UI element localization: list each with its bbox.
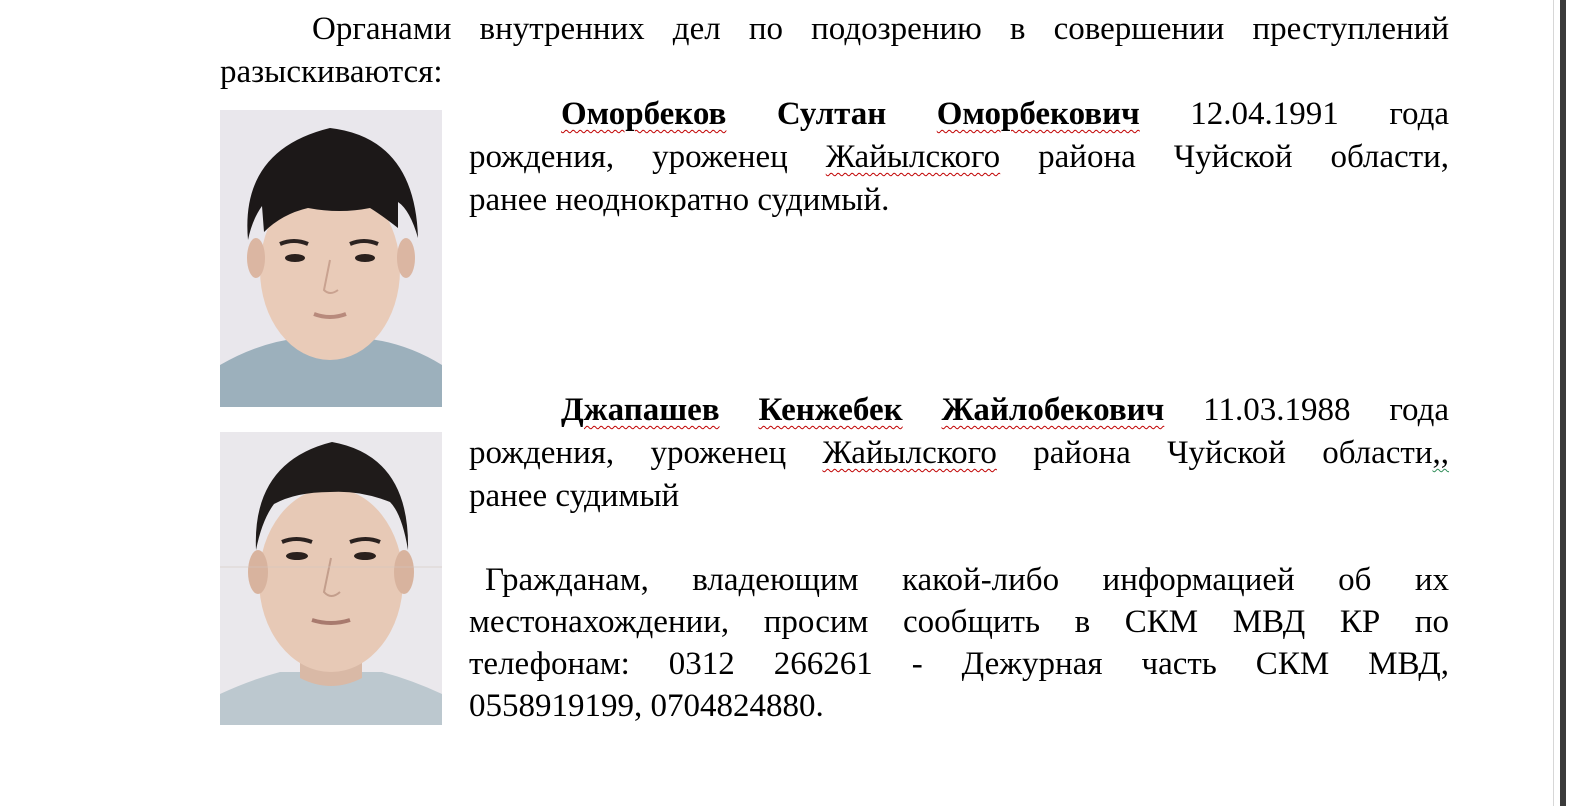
suspect-1-region: Жайылского <box>825 139 1001 175</box>
suspect-1-year-word: года <box>1389 96 1450 132</box>
suspect-2-double-comma: ,, <box>1432 435 1450 471</box>
appeal-line-1: Гражданам, владеющим какой-либо информацией об их <box>485 562 1449 598</box>
suspect-2-region: Жайылского <box>822 435 997 471</box>
suspect-1-record: ранее неоднократно судимый. <box>469 182 890 218</box>
suspect-1-origin-line: рождения, уроженец Жайылского района Чуйской области, <box>469 139 1450 175</box>
window-scroll-edge <box>1560 0 1566 806</box>
intro-line-1: Органами внутренних дел по подозрению в совершении преступлений <box>312 11 1449 47</box>
suspect-2-photo <box>220 432 442 725</box>
appeal-line-3: телефонам: 0312 266261 - Дежурная часть СКМ МВД, <box>469 646 1449 682</box>
suspect-2-birth-date: 11.03.1988 <box>1203 392 1351 428</box>
suspect-2-record: ранее судимый <box>469 478 680 514</box>
suspect-2-patronymic: Жайлобекович <box>941 392 1165 428</box>
page-edge-shadow <box>1553 0 1554 806</box>
suspect-1-photo <box>220 110 442 407</box>
suspect-1-first-name: Султан <box>776 96 887 132</box>
suspect-1-birth-date: 12.04.1991 <box>1190 96 1339 132</box>
suspect-1-name-line <box>469 93 1449 135</box>
appeal-line-2: местонахождении, просим сообщить в СКМ МВД КР по <box>469 604 1449 640</box>
suspect-1-patronymic: Оморбекович <box>936 96 1140 132</box>
suspect-2-origin-line: рождения, уроженец Жайылского района Чуйской области,, <box>469 435 1450 471</box>
suspect-2-name-line <box>469 389 1449 431</box>
suspect-1-surname: Оморбеков <box>561 96 727 132</box>
suspect-2-surname: Джапашев <box>561 392 720 428</box>
intro-line-2: разыскиваются: <box>220 54 443 90</box>
appeal-line-4: 0558919199, 0704824880. <box>469 688 824 724</box>
suspect-2-first-name: Кенжебек <box>758 392 903 428</box>
suspect-2-year-word: года <box>1389 392 1450 428</box>
